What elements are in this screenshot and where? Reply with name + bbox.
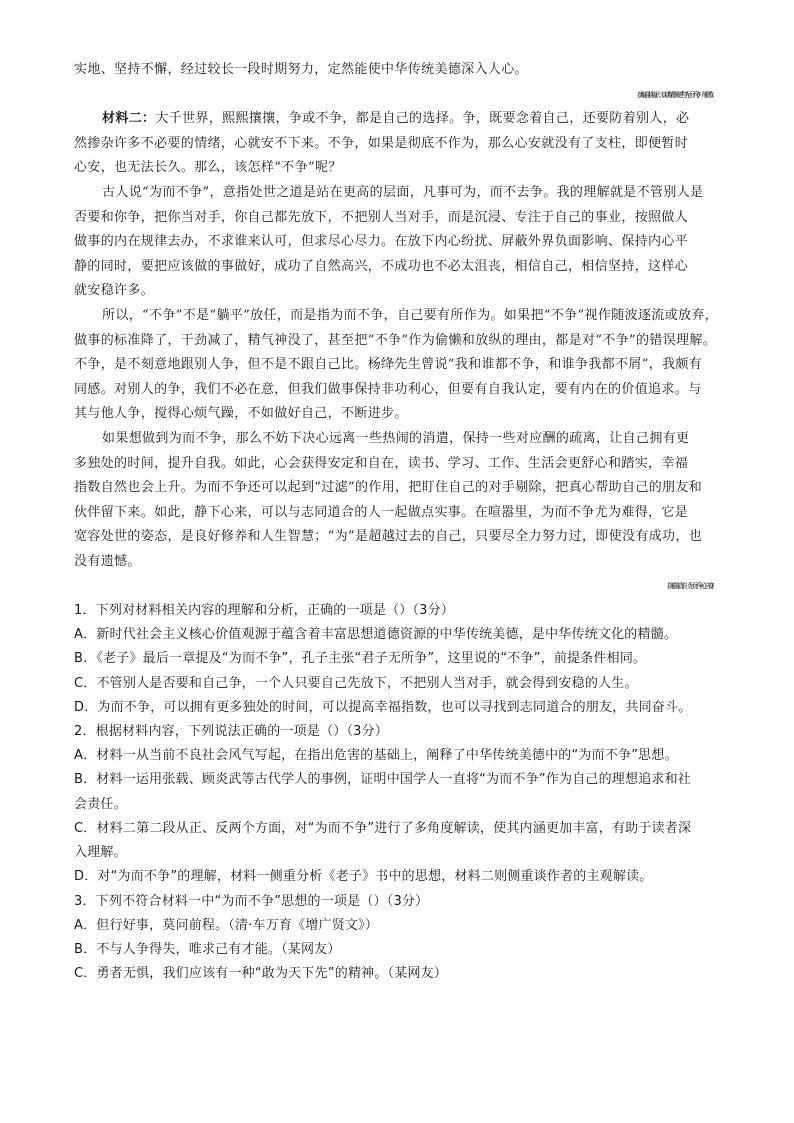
paragraph-line: 多独处的时间，提升自我。如此，心会获得安定和自在，读书、学习、工作、生活会更舒心和踏实，幸福 xyxy=(74,455,689,471)
paragraph-line: 指数自然也会上升。为而不争还可以起到“过滤”的作用，把盯住自己的对手剔除，把真心帮助自己的朋友和 xyxy=(74,480,703,496)
paragraph-line: 古人说“为而不争”，意指处世之道是站在更高的层面，凡事可为，而不去争。我的理解就是不管别人是 xyxy=(102,184,704,200)
option-b: B．材料一运用张载、顾炎武等古代学人的事例，证明中国学人一直将“为而不争”作为自己的理想追求和社 xyxy=(74,772,691,788)
material2-paragraph-4 xyxy=(74,427,720,575)
question-1 xyxy=(74,599,720,720)
material2-paragraph-3 xyxy=(74,304,720,427)
option-c-continued: 入理解。 xyxy=(74,845,127,861)
paragraph-line: 然掺杂许多不必要的情绪，心就安不下来。不争，如果是彻底不作为，那么心安就没有了支柱，即便暂时 xyxy=(74,135,689,151)
paragraph-line: 材料二：大千世界，熙熙攘攘，争或不争，都是自己的选择。争，既要念着自己，还要防着别人，必 xyxy=(102,111,690,127)
option-b-continued: 会责任。 xyxy=(74,796,127,812)
option-a: A．但行好事，莫问前程。（清·车万育《增广贤文》） xyxy=(74,917,379,933)
option-a: A．新时代社会主义核心价值观源于蕴含着丰富思想道德资源的中华传统美德，是中华传统文化的精髓。 xyxy=(74,627,678,643)
paragraph-line: 伙伴留下来。如此，静下心来，可以与志同道合的人一起做点实事。在喧嚣里，为而不争尤为难得，它是 xyxy=(74,504,689,520)
paragraph-line: 就安稳许多。 xyxy=(74,283,155,299)
paragraph-line: 否要和你争，把你当对手，你自己都先放下，不把别人当对手，而是沉浸、专注于自己的事业，按照做人 xyxy=(74,209,689,225)
question-2 xyxy=(74,720,720,889)
paragraph-line: 不争，是不刻意地跟别人争，但不是不跟自己比。杨绛先生曾说“我和谁都不争，和谁争我都不屑”，我颇有 xyxy=(74,357,703,373)
material2-paragraph-2 xyxy=(74,181,720,304)
option-d: D．为而不争，可以拥有更多独处的时间，可以提高幸福指数，也可以寻找到志同道合的朋友，共同奋斗。 xyxy=(74,699,692,715)
question-stem: 1．下列对材料相关内容的理解和分析，正确的一项是（）（3分） xyxy=(74,603,455,619)
option-c: C．材料二第二段从正、反两个方面，对“为而不争”进行了多角度解读，使其内涵更加丰富，有助于读者深 xyxy=(74,820,692,836)
option-b: B．不与人争得失，唯求己有才能。（某网友） xyxy=(74,941,341,957)
paragraph-line: 做事的内在规律去办，不求谁来认可，但求尽心尽力。在放下内心纷扰、屏蔽外界负面影响、保持内心平 xyxy=(74,234,689,250)
paragraph-line: 静的同时，要把应该做的事做好，成功了自然高兴，不成功也不必太沮丧，相信自己，相信坚持，这样心 xyxy=(74,258,689,274)
question-3 xyxy=(74,890,720,987)
material1-source: （摘编自陈祖武《谈谈“循序渐进”与“为而不争”》，有删改） xyxy=(634,90,714,99)
material2-source: （摘自陈启银《为而不争心自安》） xyxy=(663,582,714,591)
paragraph-line: 如果想做到为而不争，那么不妨下决心远离一些热闹的消遣，保持一些对应酬的疏离，让自己拥有更 xyxy=(102,430,690,446)
material1-tail-line: 实地、坚持不懈，经过较长一段时期努力，定然能使中华传统美德深入人心。 xyxy=(74,62,528,77)
question-stem: 3．下列不符合材料一中“为而不争”思想的一项是（）（3分） xyxy=(74,893,429,909)
option-c: C．勇者无惧，我们应该有一种“敢为天下先”的精神。（某网友） xyxy=(74,966,448,982)
paragraph-line: 所以，“不争”不是“躺平”放任，而是指为而不争，自己要有所作为。如果把“不争”视作随波逐流或放弃， xyxy=(102,307,719,323)
option-b: B．《老子》最后一章提及“为而不争”，孔子主张“君子无所争”，这里说的“不争”，前提条件相同。 xyxy=(74,651,647,667)
paragraph-line: 同感。对别人的争，我们不必在意，但我们做事保持非功利心，但要有自我认定，要有内在的价值追求。与 xyxy=(74,381,702,397)
paragraph-line: 心安，也无法长久。那么，该怎样“不争”呢？ xyxy=(74,160,342,176)
question-stem: 2．根据材料内容，下列说法正确的一项是（）（3分） xyxy=(74,724,389,740)
material2-paragraph-1 xyxy=(74,107,720,181)
paragraph-line: 没有遗憾。 xyxy=(74,553,141,569)
option-a: A．材料一从当前不良社会风气写起，在指出危害的基础上，阐释了中华传统美德中的“为而不争”思想。 xyxy=(74,748,678,764)
paragraph-line: 其与他人争，搅得心烦气躁，不如做好自己，不断进步。 xyxy=(74,406,408,422)
option-d: D．对“为而不争”的理解，材料一侧重分析《老子》书中的思想，材料二则侧重谈作者的主观解读。 xyxy=(74,869,653,885)
paragraph-line: 宽容处世的姿态，是良好修养和人生智慧；“为”是超越过去的自己，只要尽全力努力过，即使没有成功，也 xyxy=(74,529,703,545)
option-c: C．不管别人是否要和自己争，一个人只要自己先放下，不把别人当对手，就会得到安稳的人生。 xyxy=(74,675,638,691)
paragraph-line: 做事的标准降了，干劲减了，精气神没了，甚至把“不争”作为偷懒和放纵的理由，都是对“不争”的错误理解。 xyxy=(74,332,717,348)
material2-label: 材料二： xyxy=(102,111,156,127)
